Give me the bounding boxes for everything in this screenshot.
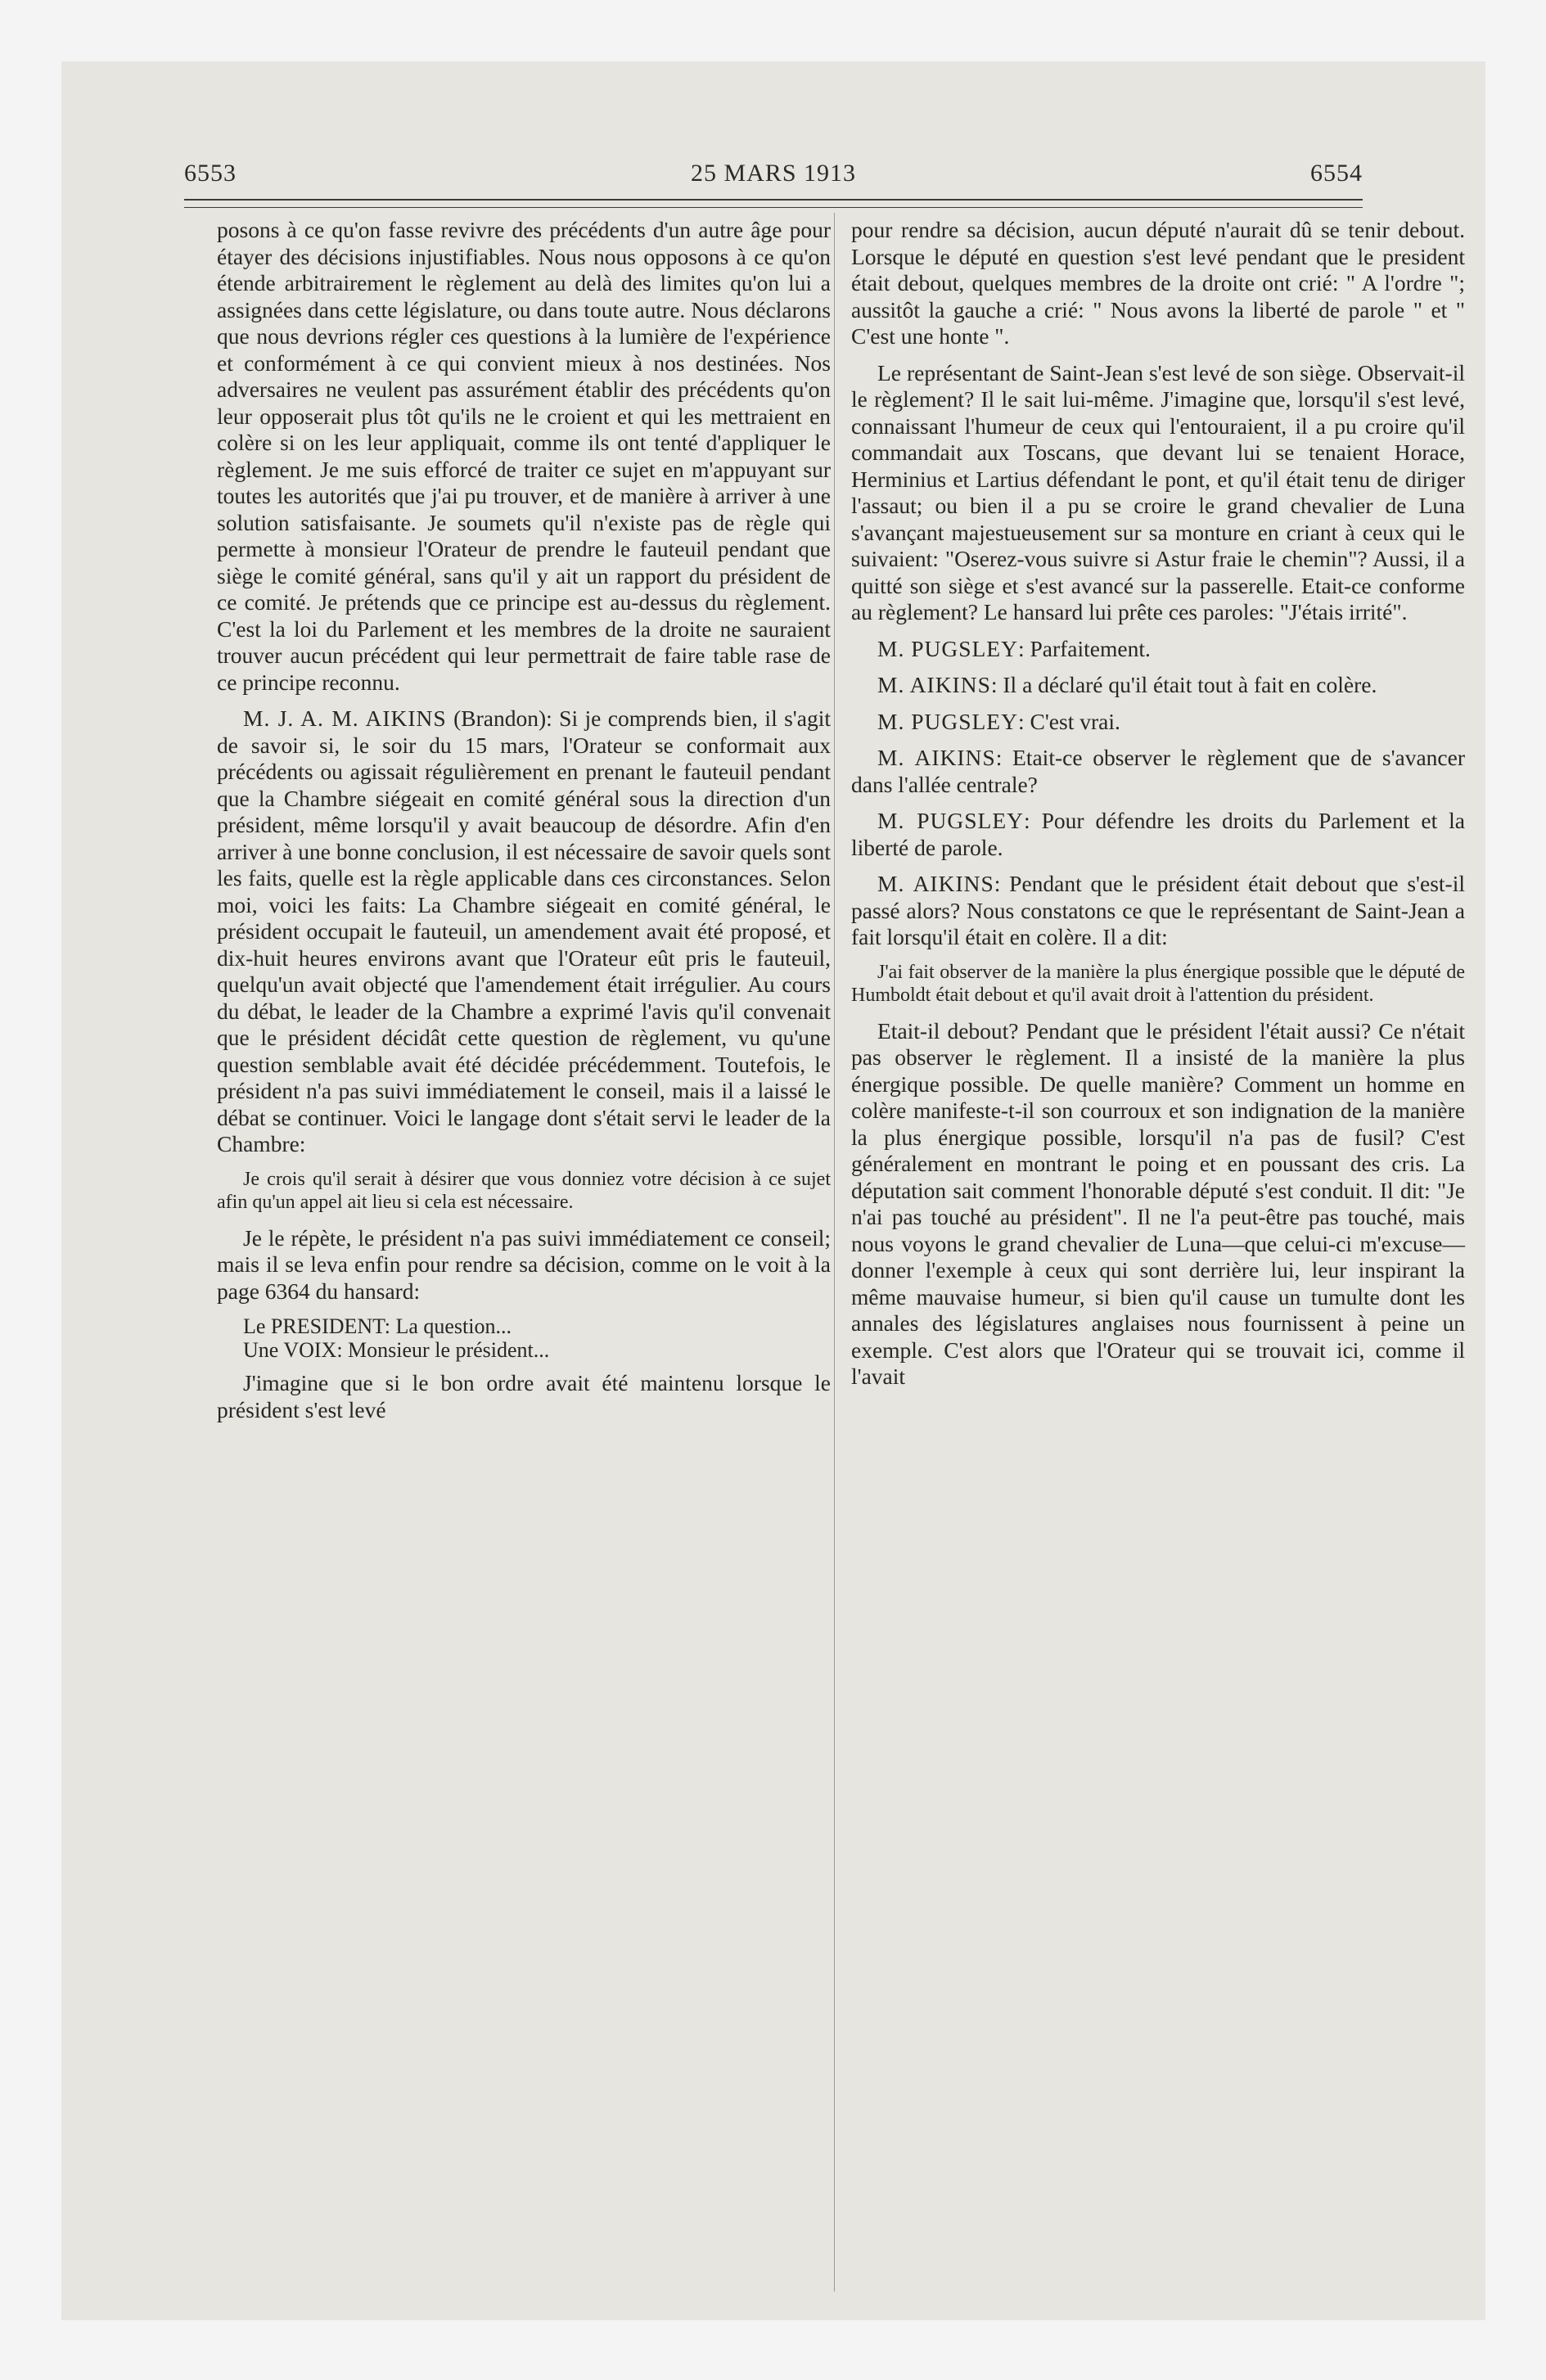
paragraph: J'imagine que si le bon ordre avait été maintenu lorsque le président s'est levé bbox=[217, 1370, 831, 1422]
dialogue-excerpt bbox=[217, 1314, 831, 1362]
paragraph: posons à ce qu'on fasse revivre des précédents d'un autre âge pour étayer des décisions injustifiables. Nous nous opposons à ce qu'on étende arbitrairement le règlement au delà des limites qu'on lui a assignées dans cette législature, ou dans toute autre. Nous déclarons que nous devrions régler ces questions à la lumière de l'expérience et conformément à ce qui convient mieux à nos destinées. Nos adversaires ne veulent pas assurément établir des précédents qu'on leur opposerait plus tôt qu'ils ne le croient et qui les mettraient en colère si on les leur appliquait, comme ils ont tenté d'appliquer le règlement. Je me suis efforcé de traiter ce sujet en m'appuyant sur toutes les autorités que j'ai pu trouver, et de manière à arriver à une solution satisfaisante. Je soumets qu'il n'existe pas de règle qui permette à monsieur l'Orateur de prendre le fauteuil pendant que siège le comité général, sans qu'il y ait un rapport du président de ce comité. Je prétends que ce principe est au-dessus du règlement. C'est la loi du Parlement et les membres de la droite ne sauraient trouver aucun précédent qui leur permettrait de faire table rase de ce principe reconnu. bbox=[217, 217, 831, 695]
speech-text: : Pendant que le président était debout que s'est-il passé alors? Nous constatons ce que le représentant de Saint-Jean a fait lorsqu'il était en colère. Il a dit: bbox=[851, 871, 1465, 949]
right-column bbox=[851, 217, 1465, 1400]
header-rule bbox=[184, 199, 1363, 201]
page-date: 25 MARS 1913 bbox=[690, 160, 857, 187]
block-quote: J'ai fait observer de la manière la plus énergique possible que le député de Humboldt était debout et qu'il avait droit à l'attention du président. bbox=[851, 961, 1465, 1006]
page-number-right: 6554 bbox=[1310, 160, 1363, 187]
speaker-name: M. AIKINS bbox=[877, 745, 996, 770]
paragraph: pour rendre sa décision, aucun député n'aurait dû se tenir debout. Lorsque le député en question s'est levé pendant que le president était debout, quelques membres de la droite ont crié: " A l'ordre "; aussitôt la gauche a crié: " Nous avons la liberté de parole " et " C'est une honte ". bbox=[851, 217, 1465, 349]
speaker-name: M. J. A. M. AIKINS bbox=[243, 705, 447, 731]
speech-text: : Il a déclaré qu'il était tout à fait en colère. bbox=[990, 672, 1377, 697]
paragraph: Le représentant de Saint-Jean s'est levé de son siège. Observait-il le règlement? Il le sait lui-même. J'imagine que, lorsqu'il s'est levé, connaissant l'humeur de ceux qui l'entouraient, il a pu croire qu'il commandait aux Toscans, que devant lui se tenaient Horace, Herminius et Lartius défendant le pont, et qu'il était tenu de diriger l'assaut; ou bien il a pu se croire le grand chevalier de Luna s'avançant majestueusement sur sa monture en criant à ceux qui le suivaient: "Oserez-vous suivre si Astur fraie le chemin"? Aussi, il a quitté son siège et s'est avancé sur la passerelle. Etait-ce conforme au règlement? Le hansard lui prête ces paroles: "J'étais irrité". bbox=[851, 359, 1465, 624]
dialogue-line: Le PRESIDENT: La question... bbox=[243, 1314, 512, 1338]
speech bbox=[851, 709, 1465, 736]
column-divider bbox=[834, 213, 835, 2292]
speech bbox=[851, 745, 1465, 798]
header-rule-thin bbox=[184, 207, 1363, 208]
speech-text: : Etait-ce observer le règlement que de s'avancer dans l'allée centrale? bbox=[851, 745, 1466, 797]
dialogue-line: Une VOIX: Monsieur le président... bbox=[243, 1338, 550, 1362]
speaker-name: M. PUGSLEY bbox=[877, 808, 1025, 833]
speech-text: : Pour défendre les droits du Parlement et la liberté de parole. bbox=[851, 808, 1465, 860]
speech bbox=[851, 672, 1465, 699]
left-column bbox=[217, 217, 831, 1433]
speaker-name: M. PUGSLEY bbox=[877, 708, 1018, 734]
speaker-name: M. AIKINS bbox=[877, 871, 994, 896]
speech bbox=[851, 636, 1465, 663]
speech-text: (Brandon): Si je comprends bien, il s'agit de savoir si, le soir du 15 mars, l'Orateur se conformait aux précédents ou agissait régulièrement en prenant le fauteuil pendant que la Chambre siégeait en comité général sous la direction d'un président, même lorsqu'il y avait beaucoup de désordre. Afin d'en arriver à une bonne conclusion, il est nécessaire de savoir quels sont les faits, quelle est la règle applicable dans ces circonstances. Selon moi, voici les faits: La Chambre siégeait en comité général, le président occupait le fauteuil, un amendement avait été proposé, et dix-huit heures environs avant que l'Orateur eût pris le fauteuil, quelqu'un avait objecté que l'amendement était irrégulier. Au cours du débat, le leader de la Chambre a exprimé l'avis qu'il convenait que le président décidât cette question de règlement, vu qu'une question semblable avait été décidée précédemment. Toutefois, le président n'a pas suivi immédiatement le conseil, mais il a laissé le débat se continuer. Voici le langage dont s'était servi le leader de la Chambre: bbox=[217, 705, 832, 1156]
speaker-name: M. PUGSLEY bbox=[877, 635, 1018, 661]
paragraph: Je le répète, le président n'a pas suivi immédiatement ce conseil; mais il se leva enfin pour rendre sa décision, comme on le voit à la page 6364 du hansard: bbox=[217, 1224, 831, 1304]
speech bbox=[851, 808, 1465, 861]
block-quote: Je crois qu'il serait à désirer que vous donniez votre décision à ce sujet afin qu'un appel ait lieu si cela est nécessaire. bbox=[217, 1168, 831, 1213]
paragraph bbox=[217, 705, 831, 1158]
scanned-page bbox=[61, 61, 1485, 2320]
speaker-name: M. AIKINS bbox=[877, 672, 991, 697]
speech-text: : C'est vrai. bbox=[1017, 708, 1120, 734]
paragraph: Etait-il debout? Pendant que le président l'était aussi? Ce n'était pas observer le règlement. Il a insisté de la manière la plus énergique possible. De quelle manière? Comment un homme en colère manifeste-t-il son courroux et son indignation de la manière la plus énergique possible, lorsqu'il n'a pas de fusil? C'est généralement en montrant le poing et en poussant des cris. La députation sait comment l'honorable député s'est conduit. Il dit: "Je n'ai pas touché au président". Il ne l'a peut-être pas touché, mais nous voyons le grand chevalier de Luna—que celui-ci m'excuse—donner l'exemple à ceux qui sont derrière lui, leur inspirant la même mauvaise humeur, si bien qu'il cause un tumulte dont les annales des législatures anglaises nous fournissent à peine un exemple. C'est alors que l'Orateur qui se trouvait ici, comme il l'avait bbox=[851, 1017, 1465, 1389]
page-number-left: 6553 bbox=[184, 160, 237, 187]
speech-text: : Parfaitement. bbox=[1017, 635, 1151, 661]
speech bbox=[851, 871, 1465, 951]
